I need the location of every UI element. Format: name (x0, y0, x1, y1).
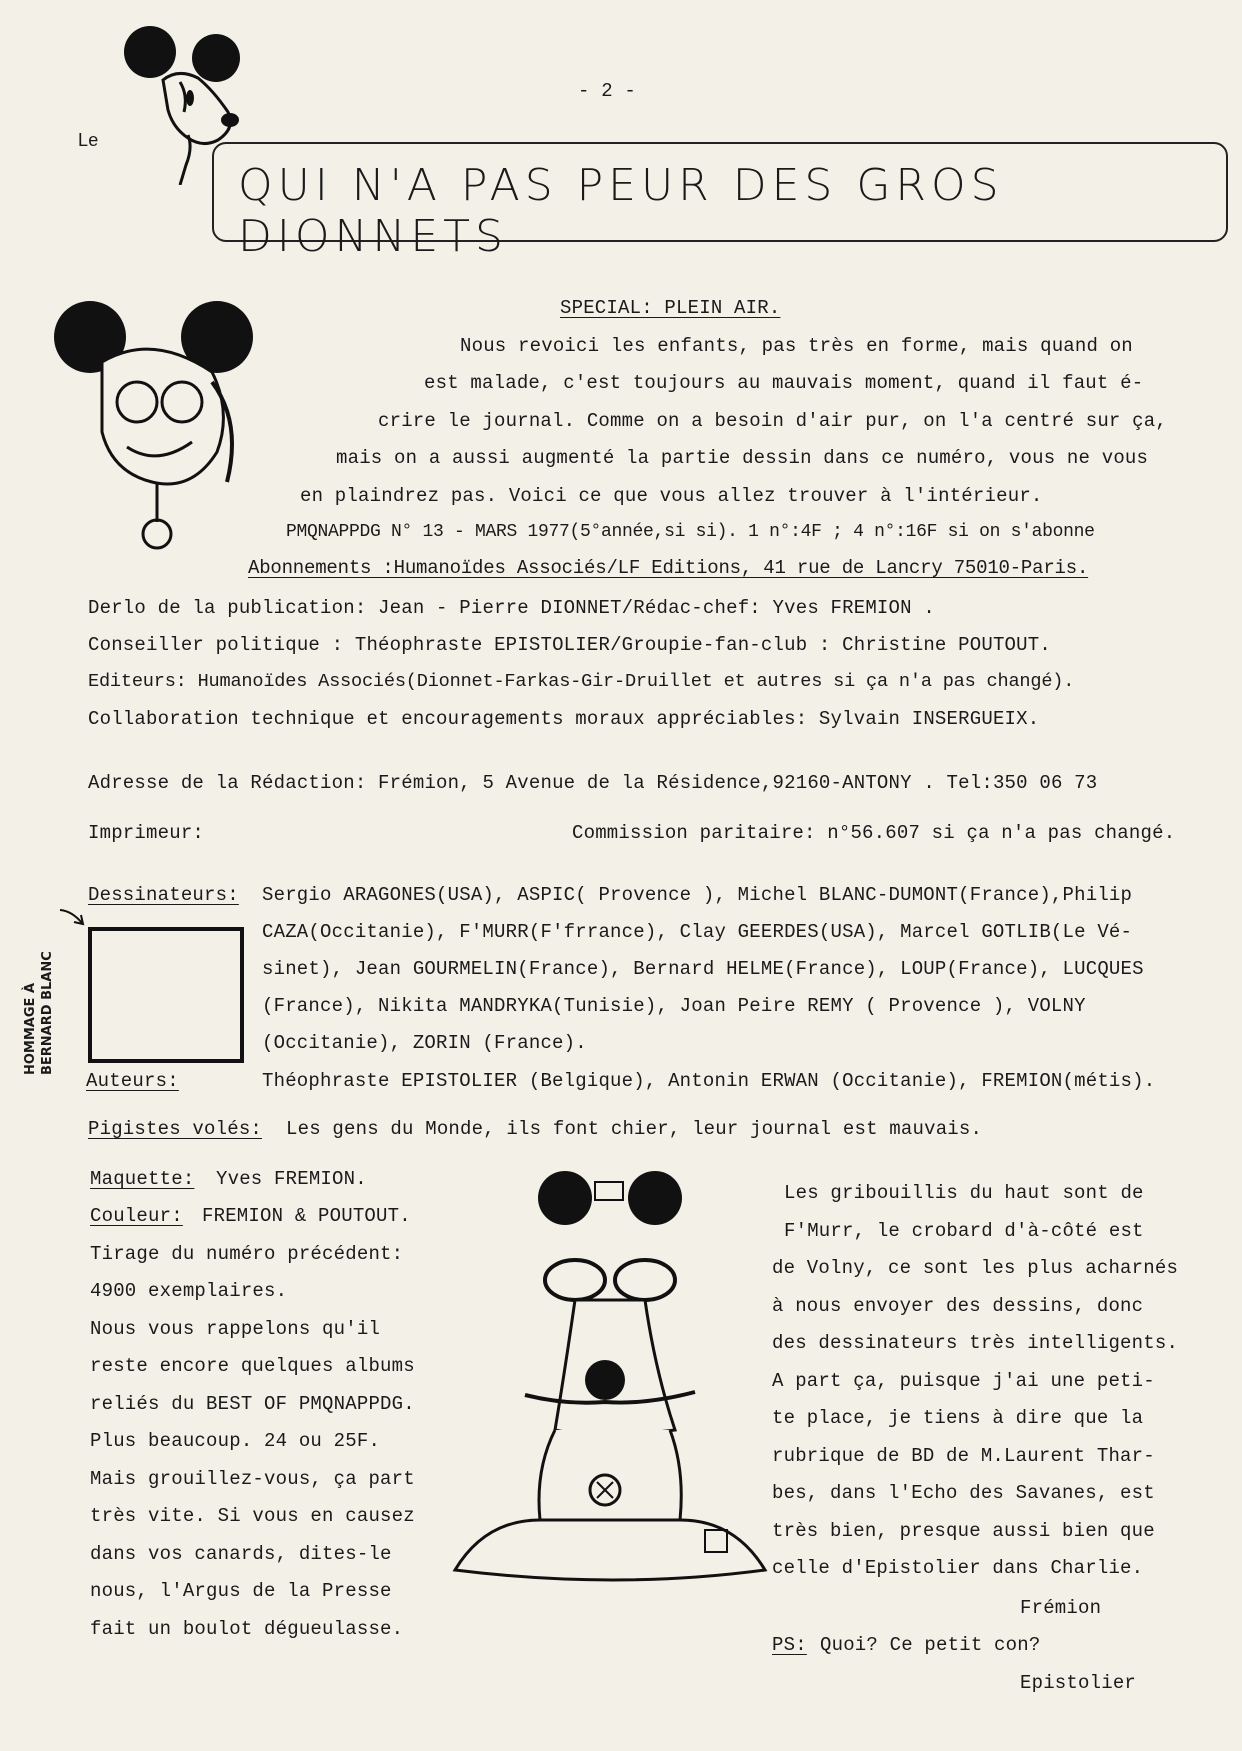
auteurs-label: Auteurs: (86, 1070, 179, 1092)
right-column-line: bes, dans l'Echo des Savanes, est (772, 1482, 1155, 1504)
left-column-line: dans vos canards, dites-le (90, 1543, 392, 1565)
pigistes-text: Les gens du Monde, ils font chier, leur journal est mauvais. (286, 1118, 983, 1140)
printer-label: Imprimeur: (88, 822, 205, 844)
address-line: Adresse de la Rédaction: Frémion, 5 Avenue de la Résidence,92160-ANTONY . Tel:350 06 73 (88, 772, 1098, 794)
issue-line: PMQNAPPDG N° 13 - MARS 1977(5°année,si si). 1 n°:4F ; 4 n°:16F si on s'abonne (286, 522, 1095, 542)
left-column-line: Tirage du numéro précédent: (90, 1243, 404, 1265)
arrow-icon (58, 905, 88, 930)
dessinateurs-line: CAZA(Occitanie), F'MURR(F'frrance), Clay GEERDES(USA), Marcel GOTLIB(Le Vé- (262, 921, 1133, 943)
seated-mickey-guru-drawing (445, 1170, 775, 1610)
left-column-line: très vite. Si vous en causez (90, 1505, 415, 1527)
commission-line: Commission paritaire: n°56.607 si ça n'a pas changé. (572, 822, 1176, 844)
hommage-line: BERNARD BLANC (40, 951, 55, 1075)
intro-line: en plaindrez pas. Voici ce que vous allez trouver à l'intérieur. (300, 485, 1043, 507)
section-heading: SPECIAL: PLEIN AIR. (560, 297, 781, 319)
hommage-label (22, 951, 56, 1075)
intro-line: mais on a aussi augmenté la partie dessin dans ce numéro, vous ne vous (336, 447, 1149, 469)
right-column-line: A part ça, puisque j'ai une peti- (772, 1370, 1155, 1392)
left-column-line: nous, l'Argus de la Presse (90, 1580, 392, 1602)
dessinateurs-line: (France), Nikita MANDRYKA(Tunisie), Joan Peire REMY ( Provence ), VOLNY (262, 995, 1086, 1017)
right-column-line: des dessinateurs très intelligents. (772, 1332, 1179, 1354)
dessinateurs-line: (Occitanie), ZORIN (France). (262, 1032, 587, 1054)
page-number: - 2 - (578, 80, 637, 102)
maquette-label: Maquette: (90, 1168, 195, 1190)
subscriptions-line: Abonnements :Humanoïdes Associés/LF Editions, 41 rue de Lancry 75010-Paris. (248, 557, 1089, 579)
right-column-line: très bien, presque aussi bien que (772, 1520, 1155, 1542)
left-column-line: Nous vous rappelons qu'il (90, 1318, 381, 1340)
right-column-line: celle d'Epistolier dans Charlie. (772, 1557, 1144, 1579)
left-column-line: Plus beaucoup. 24 ou 25F. (90, 1430, 381, 1452)
left-column-line: 4900 exemplaires. (90, 1280, 288, 1302)
page-title: QUI N'A PAS PEUR DES GROS DIONNETS (238, 160, 1004, 262)
credits-line: Conseiller politique : Théophraste EPISTOLIER/Groupie-fan-club : Christine POUTOUT. (88, 634, 1051, 656)
hommage-empty-box (88, 927, 244, 1063)
right-column-line: Les gribouillis du haut sont de (784, 1182, 1144, 1204)
right-column-line: de Volny, ce sont les plus acharnés (772, 1257, 1179, 1279)
hommage-line: HOMMAGE À (23, 982, 38, 1075)
left-column-line: Mais grouillez-vous, ça part (90, 1468, 415, 1490)
dessinateurs-line: sinet), Jean GOURMELIN(France), Bernard HELME(France), LOUP(France), LUCQUES (262, 958, 1144, 980)
intro-line: Nous revoici les enfants, pas très en forme, mais quand on (460, 335, 1133, 357)
left-column-line: reliés du BEST OF PMQNAPPDG. (90, 1393, 415, 1415)
right-column-line: F'Murr, le crobard d'à-côté est (784, 1220, 1144, 1242)
right-column-line: à nous envoyer des dessins, donc (772, 1295, 1144, 1317)
signature-epistolier: Epistolier (1020, 1672, 1137, 1694)
le-label: Le (78, 130, 99, 150)
couleur-label: Couleur: (90, 1205, 183, 1227)
intro-line: est malade, c'est toujours au mauvais moment, quand il faut é- (424, 372, 1144, 394)
ps-text: Quoi? Ce petit con? (820, 1634, 1041, 1656)
signature-fremion: Frémion (1020, 1597, 1102, 1619)
mickey-ears-character-drawing (42, 292, 262, 557)
left-column-line: fait un boulot dégueulasse. (90, 1618, 404, 1640)
dessinateurs-label: Dessinateurs: (88, 884, 239, 906)
pigistes-label: Pigistes volés: (88, 1118, 263, 1140)
credits-line: Editeurs: Humanoïdes Associés(Dionnet-Farkas-Gir-Druillet et autres si ça n'a pas changé). (88, 671, 1075, 692)
intro-line: crire le journal. Comme on a besoin d'air pur, on l'a centré sur ça, (378, 410, 1167, 432)
left-column-line: reste encore quelques albums (90, 1355, 415, 1377)
couleur-value: FREMION & POUTOUT. (202, 1205, 411, 1227)
dessinateurs-line: Sergio ARAGONES(USA), ASPIC( Provence ), Michel BLANC-DUMONT(France),Philip (262, 884, 1133, 906)
ps-label: PS: (772, 1634, 807, 1656)
credits-line: Collaboration technique et encouragements moraux appréciables: Sylvain INSERGUEIX. (88, 708, 1040, 730)
credits-line: Derlo de la publication: Jean - Pierre DIONNET/Rédac-chef: Yves FREMION . (88, 597, 935, 619)
right-column-line: rubrique de BD de M.Laurent Thar- (772, 1445, 1155, 1467)
auteurs-text: Théophraste EPISTOLIER (Belgique), Antonin ERWAN (Occitanie), FREMION(métis). (262, 1070, 1156, 1092)
maquette-value: Yves FREMION. (216, 1168, 367, 1190)
right-column-line: te place, je tiens à dire que la (772, 1407, 1144, 1429)
